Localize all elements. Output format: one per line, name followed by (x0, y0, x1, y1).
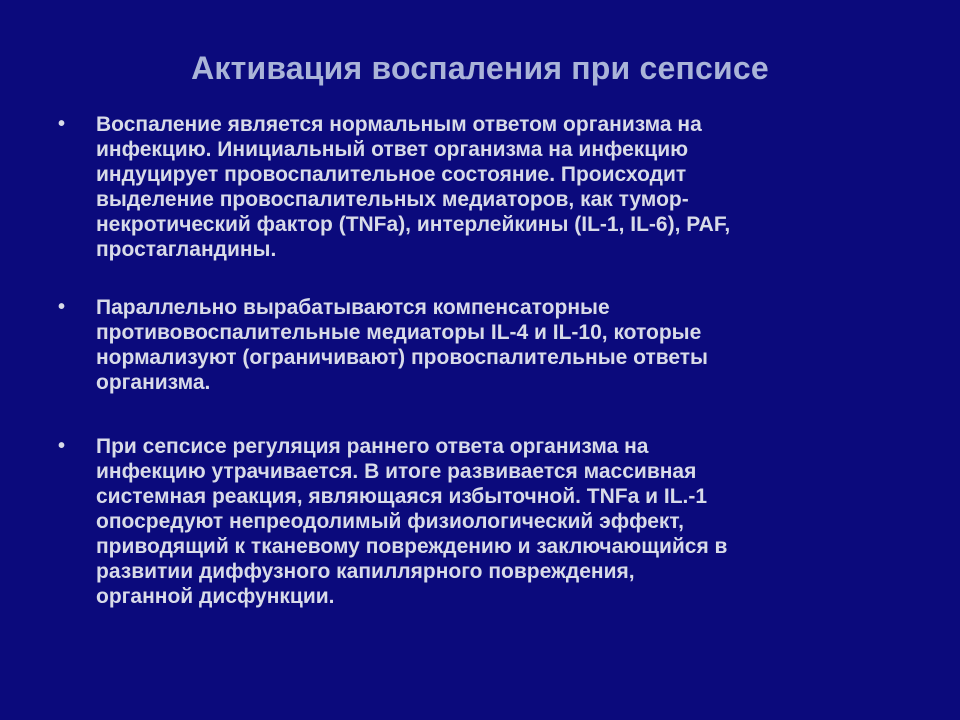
slide-title: Активация воспаления при сепсисе (191, 50, 769, 86)
bullet-item-inflammation (54, 112, 914, 262)
bullet-text: Воспаление является нормальным ответом организма на инфекцию. Инициальный ответ организма на инфекцию индуцирует провоспалительное состояние. Происходит выделение провоспалительных медиаторов, как тумор- некротический фактор (TNFa), интерлейкины (IL-1, IL-6), PAF, простагландины. (96, 113, 731, 261)
bullet-text: При сепсисе регуляция раннего ответа организма на инфекцию утрачивается. В итоге развивается массивная системная реакция, являющаяся избыточной. TNFa и IL.-1 опосредуют непреодолимый физиологический эффект, приводящий к тканевому повреждению и заключающийся в развитии диффузного капиллярного повреждения, органной дисфункции. (96, 435, 728, 608)
bullet-icon: • (58, 296, 66, 318)
bullet-icon: • (58, 435, 66, 457)
bullet-icon: • (58, 113, 66, 135)
bullet-item-compensatory (54, 295, 914, 395)
bullet-text: Параллельно вырабатываются компенсаторные противовоспалительные медиаторы IL-4 и IL-10, которые нормализуют (ограничивают) провоспалительные ответы организма. (96, 296, 708, 394)
bullet-list (54, 112, 914, 609)
bullet-item-sepsis-regulation (54, 434, 914, 609)
